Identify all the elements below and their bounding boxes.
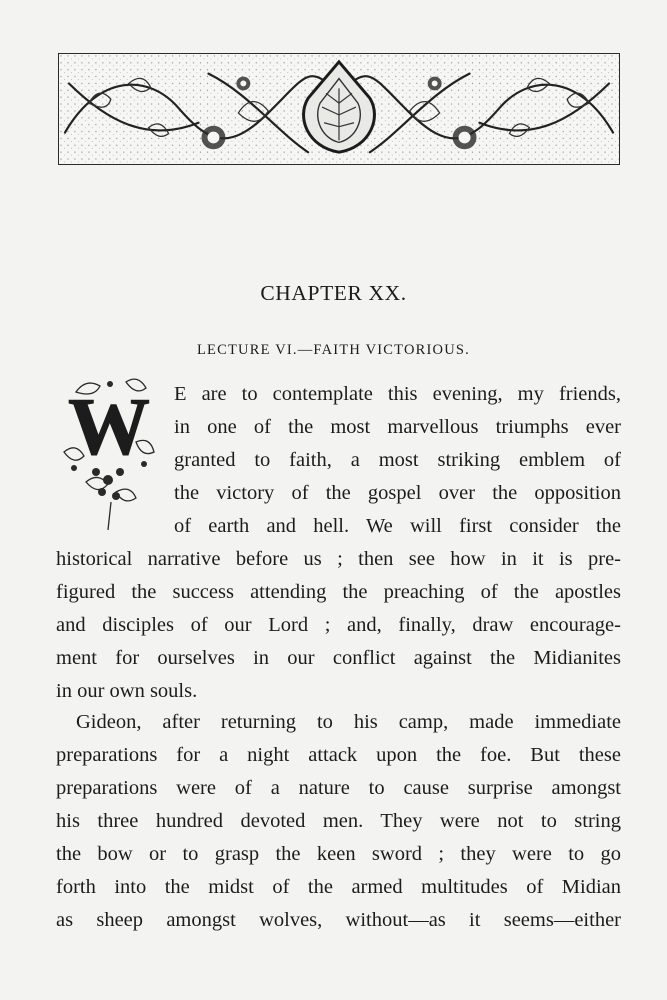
text-line: preparations were of a nature to cause surprise amongst [56, 777, 621, 799]
text-line: preparations for a night attack upon the foe. But these [56, 744, 621, 766]
text-line: Gideon, after returning to his camp, made immediate [76, 711, 621, 733]
text-line: of earth and hell. We will first consider the [174, 515, 621, 537]
text-line: forth into the midst of the armed multitudes of Midian [56, 876, 621, 898]
text-line: in one of the most marvellous triumphs ever [174, 416, 621, 438]
ornamental-headpiece [58, 53, 620, 165]
text-line: in our own souls. [56, 680, 198, 702]
text-line: and disciples of our Lord ; and, finally, draw encourage- [56, 614, 621, 636]
drop-cap-letter: W [68, 381, 150, 472]
text-line: as sheep amongst wolves, without—as it seems—either [56, 909, 621, 931]
text-line: ment for ourselves in our conflict against the Midianites [56, 647, 621, 669]
text-line: the bow or to grasp the keen sword ; they were to go [56, 843, 621, 865]
illuminated-initial [56, 372, 162, 532]
floral-drop-cap-icon [56, 372, 162, 532]
chapter-title: CHAPTER XX. [260, 281, 407, 305]
text-line: granted to faith, a most striking emblem of [174, 449, 621, 471]
text-line: historical narrative before us ; then see how in it is pre- [56, 548, 621, 570]
text-line: his three hundred devoted men. They were not to string [56, 810, 621, 832]
lecture-title: LECTURE VI.—FAITH VICTORIOUS. [197, 342, 470, 358]
floral-ornament-icon [59, 54, 619, 164]
text-line: the victory of the gospel over the opposition [174, 482, 621, 504]
text-line: figured the success attending the preaching of the apostles [56, 581, 621, 603]
text-line: E are to contemplate this evening, my friends, [174, 383, 621, 405]
